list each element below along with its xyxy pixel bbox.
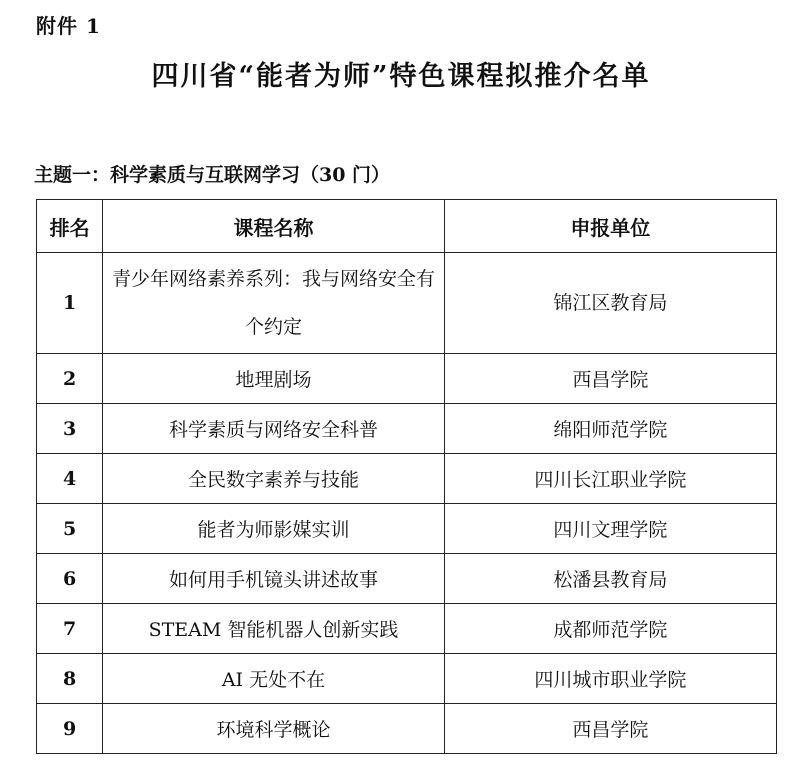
course-name-cell: 能者为师影媒实训 <box>103 504 444 554</box>
table-header-row <box>37 200 777 253</box>
document-title: 四川省“能者为师”特色课程拟推介名单 <box>151 61 651 92</box>
header-course-name: 课程名称 <box>103 200 444 253</box>
table-row <box>37 604 777 654</box>
table-row <box>37 554 777 604</box>
rank-cell: 5 <box>37 504 103 554</box>
table-row <box>37 404 777 454</box>
theme-heading: 主题一：科学素质与互联网学习（30 门） <box>34 164 391 186</box>
rank-cell: 3 <box>37 404 103 454</box>
rank-cell: 7 <box>37 604 103 654</box>
course-name-cell: STEAM 智能机器人创新实践 <box>103 604 444 654</box>
course-table <box>36 199 777 754</box>
unit-cell: 松潘县教育局 <box>444 554 776 604</box>
rank-cell: 4 <box>37 454 103 504</box>
rank-cell: 1 <box>37 253 103 354</box>
unit-cell: 绵阳师范学院 <box>444 404 776 454</box>
table-row <box>37 704 777 754</box>
attachment-label: 附件 1 <box>36 14 101 38</box>
table-row <box>37 253 777 354</box>
course-name-cell: 地理剧场 <box>103 354 444 404</box>
unit-cell: 锦江区教育局 <box>444 253 776 354</box>
rank-cell: 2 <box>37 354 103 404</box>
course-name-cell: 如何用手机镜头讲述故事 <box>103 554 444 604</box>
course-name-cell: 全民数字素养与技能 <box>103 454 444 504</box>
rank-cell: 8 <box>37 654 103 704</box>
table-row <box>37 454 777 504</box>
course-name-cell: AI 无处不在 <box>103 654 444 704</box>
rank-cell: 6 <box>37 554 103 604</box>
unit-cell: 四川城市职业学院 <box>444 654 776 704</box>
unit-cell: 四川文理学院 <box>444 504 776 554</box>
unit-cell: 西昌学院 <box>444 704 776 754</box>
table-row <box>37 504 777 554</box>
unit-cell: 四川长江职业学院 <box>444 454 776 504</box>
course-name-cell: 科学素质与网络安全科普 <box>103 404 444 454</box>
header-unit: 申报单位 <box>444 200 776 253</box>
course-name-cell: 青少年网络素养系列：我与网络安全有个约定 <box>103 253 444 354</box>
rank-cell: 9 <box>37 704 103 754</box>
unit-cell: 成都师范学院 <box>444 604 776 654</box>
course-name-cell: 环境科学概论 <box>103 704 444 754</box>
header-rank: 排名 <box>37 200 103 253</box>
table-row <box>37 354 777 404</box>
unit-cell: 西昌学院 <box>444 354 776 404</box>
table-row <box>37 654 777 704</box>
